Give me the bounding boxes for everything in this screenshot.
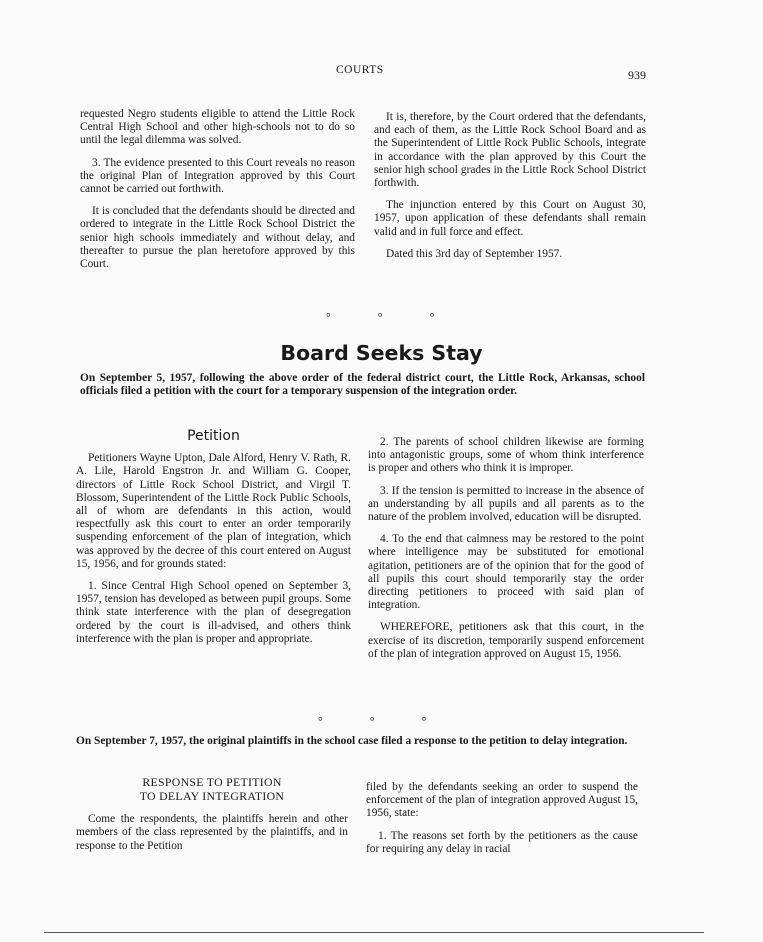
paragraph: Petitioners Wayne Upton, Dale Alford, Henry V. Rath, R. A. Lile, Harold Engstron Jr. and William G. Cooper, directors of Little Rock School District, and Virgil T. Blossom, Superintendent of the Little Rock Public Schools, all of whom are defendants in this action, would respectfully ask this court to enter an order temporarily suspending enforcement of the plan of integration, which was approved by the decree of this court entered on August 15, 1956, and for grounds stated:	[76, 452, 351, 570]
top-right-column	[374, 111, 646, 270]
paragraph: 2. The parents of school children likewise are forming into antagonistic groups, some of whom think interference is proper and others who think it is improper.	[368, 436, 644, 475]
paragraph: Dated this 3rd day of September 1957.	[386, 247, 563, 260]
section-title: Board Seeks Stay	[280, 341, 483, 365]
running-head: COURTS	[336, 64, 384, 76]
page-number: 939	[628, 68, 646, 82]
paragraph: 4. To the end that calmness may be restored to the point where intelligence may be substituted for emotional agitation, petitioners are of the opinion that for the good of all pupils this court should temporarily stay the order directing petitioners to proceed with said plan of integration.	[368, 533, 644, 612]
section-separator: ° ° °	[326, 310, 457, 324]
response-right-column	[366, 781, 638, 865]
petition-left-column	[76, 430, 351, 655]
paragraph: The injunction entered by this Court on August 30, 1957, upon application of these defendants shall remain valid and in full force and effect.	[374, 199, 646, 238]
paragraph: It is concluded that the defendants should be directed and ordered to integrate in the Little Rock School District the senior high schools immediately and without delay, and thereafter to pursue the plan heretofore approved by this Court.	[80, 205, 355, 271]
response-heading-line2: TO DELAY INTEGRATION	[139, 788, 285, 803]
paragraph: requested Negro students eligible to attend the Little Rock Central High School and other high-schools not to do so until the legal dilemma was solved.	[80, 108, 355, 147]
section-intro: On September 5, 1957, following the above order of the federal district court, the Little Rock, Arkansas, school officials filed a petition with the court for a temporary suspension of the integration order.	[80, 372, 645, 398]
response-intro: On September 7, 1957, the original plaintiffs in the school case filed a response to the petition to delay integration.	[76, 735, 628, 747]
petition-right-column	[368, 436, 644, 670]
paragraph: Come the respondents, the plaintiffs herein and other members of the class represented by the plaintiffs, and in response to the Petition	[76, 813, 348, 852]
petition-heading: Petition	[187, 428, 240, 444]
paragraph: 1. The reasons set forth by the petitioners as the cause for requiring any delay in racial	[366, 829, 638, 855]
section-separator: ° ° °	[318, 714, 449, 728]
response-heading-line1: RESPONSE TO PETITION	[142, 775, 282, 789]
paragraph: 1. Since Central High School opened on September 3, 1957, tension has developed as between pupil groups. Some think state interference with the plan of desegregation ordered by the court is ill-advised, and others think interference with the plan is proper and appropriate.	[76, 580, 351, 645]
paragraph: 3. The evidence presented to this Court reveals no reason the original Plan of Integration approved by this Court cannot be carried out forthwith.	[80, 156, 355, 196]
paragraph: 3. If the tension is permitted to increase in the absence of an understanding by all pupils and all parents as to the nature of the problem involved, education will be disrupted.	[368, 484, 644, 524]
response-left-column	[76, 776, 348, 862]
top-left-column	[80, 108, 355, 280]
bottom-rule	[44, 932, 704, 933]
paragraph: It is, therefore, by the Court ordered that the defendants, and each of them, as the Little Rock School Board and as the Superintendent of Little Rock Public Schools, integrate in accordance with the plan approved by this Court the senior high school grades in the Little Rock School District forthwith.	[374, 111, 646, 190]
paragraph: WHEREFORE, petitioners ask that this court, in the exercise of its discretion, temporarily suspend enforcement of the plan of integration approved on August 15, 1956.	[368, 621, 644, 660]
paragraph: filed by the defendants seeking an order to suspend the enforcement of the plan of integration approved August 15, 1956, state:	[366, 781, 638, 820]
